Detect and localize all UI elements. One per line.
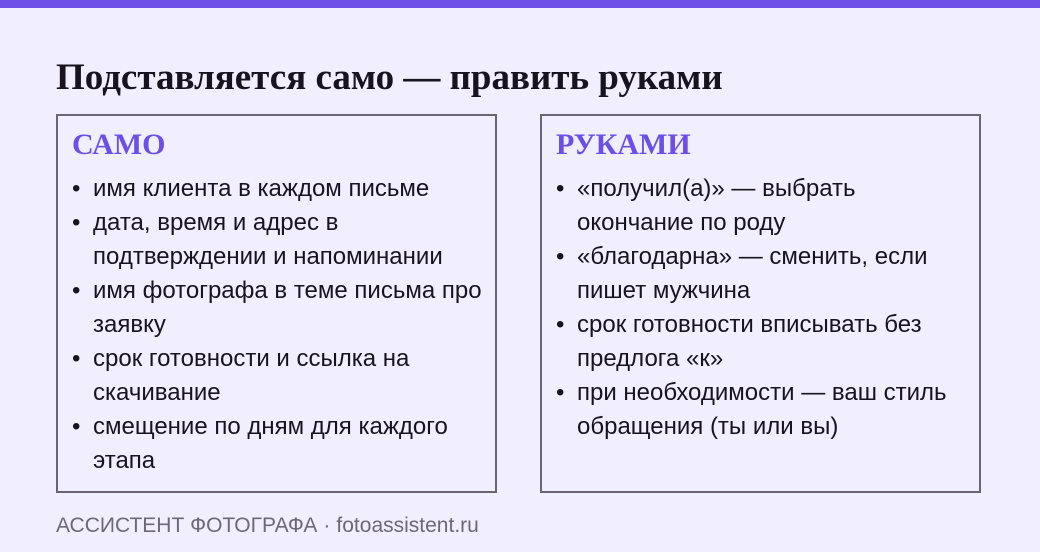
list-item-text: срок готовности и ссылка на скачивание bbox=[93, 345, 410, 406]
list-item bbox=[556, 240, 974, 308]
list-item bbox=[556, 376, 974, 444]
list-item bbox=[72, 172, 490, 206]
footer-site-link[interactable]: fotoassistent.ru bbox=[336, 514, 479, 537]
list-item-text: срок готовности вписывать без предлога «к» bbox=[577, 311, 922, 372]
bullet-icon: • bbox=[72, 209, 81, 236]
list-item bbox=[72, 206, 490, 274]
list-item-text: дата, время и адрес в подтверждении и напоминании bbox=[93, 209, 443, 270]
list-item bbox=[72, 274, 490, 342]
manual-panel-heading: РУКАМИ bbox=[556, 128, 691, 161]
footer bbox=[56, 512, 479, 540]
footer-separator: · bbox=[323, 514, 331, 537]
auto-panel-heading: САМО bbox=[72, 128, 166, 161]
manual-item-list bbox=[556, 172, 974, 444]
list-item bbox=[72, 342, 490, 410]
footer-brand: АССИСТЕНТ ФОТОГРАФА bbox=[56, 514, 318, 537]
list-item-text: имя клиента в каждом письме bbox=[93, 175, 430, 202]
top-accent-bar bbox=[0, 0, 1040, 8]
bullet-icon: • bbox=[556, 243, 565, 270]
bullet-icon: • bbox=[556, 311, 565, 338]
list-item bbox=[556, 172, 974, 240]
list-item-text: «получил(а)» — выбрать окончание по роду bbox=[577, 175, 856, 236]
list-item bbox=[556, 308, 974, 376]
list-item-text: смещение по дням для каждого этапа bbox=[93, 413, 448, 474]
bullet-icon: • bbox=[72, 277, 81, 304]
manual-panel bbox=[540, 114, 981, 493]
list-item bbox=[72, 410, 490, 478]
list-item-text: имя фотографа в теме письма про заявку bbox=[93, 277, 482, 338]
auto-item-list bbox=[72, 172, 490, 478]
bullet-icon: • bbox=[556, 175, 565, 202]
bullet-icon: • bbox=[556, 379, 565, 406]
bullet-icon: • bbox=[72, 413, 81, 440]
bullet-icon: • bbox=[72, 175, 81, 202]
bullet-icon: • bbox=[72, 345, 81, 372]
list-item-text: «благодарна» — сменить, если пишет мужчина bbox=[577, 243, 928, 304]
page-title: Подставляется само — править руками bbox=[56, 57, 723, 98]
auto-panel bbox=[56, 114, 497, 493]
list-item-text: при необходимости — ваш стиль обращения (ты или вы) bbox=[577, 379, 947, 440]
